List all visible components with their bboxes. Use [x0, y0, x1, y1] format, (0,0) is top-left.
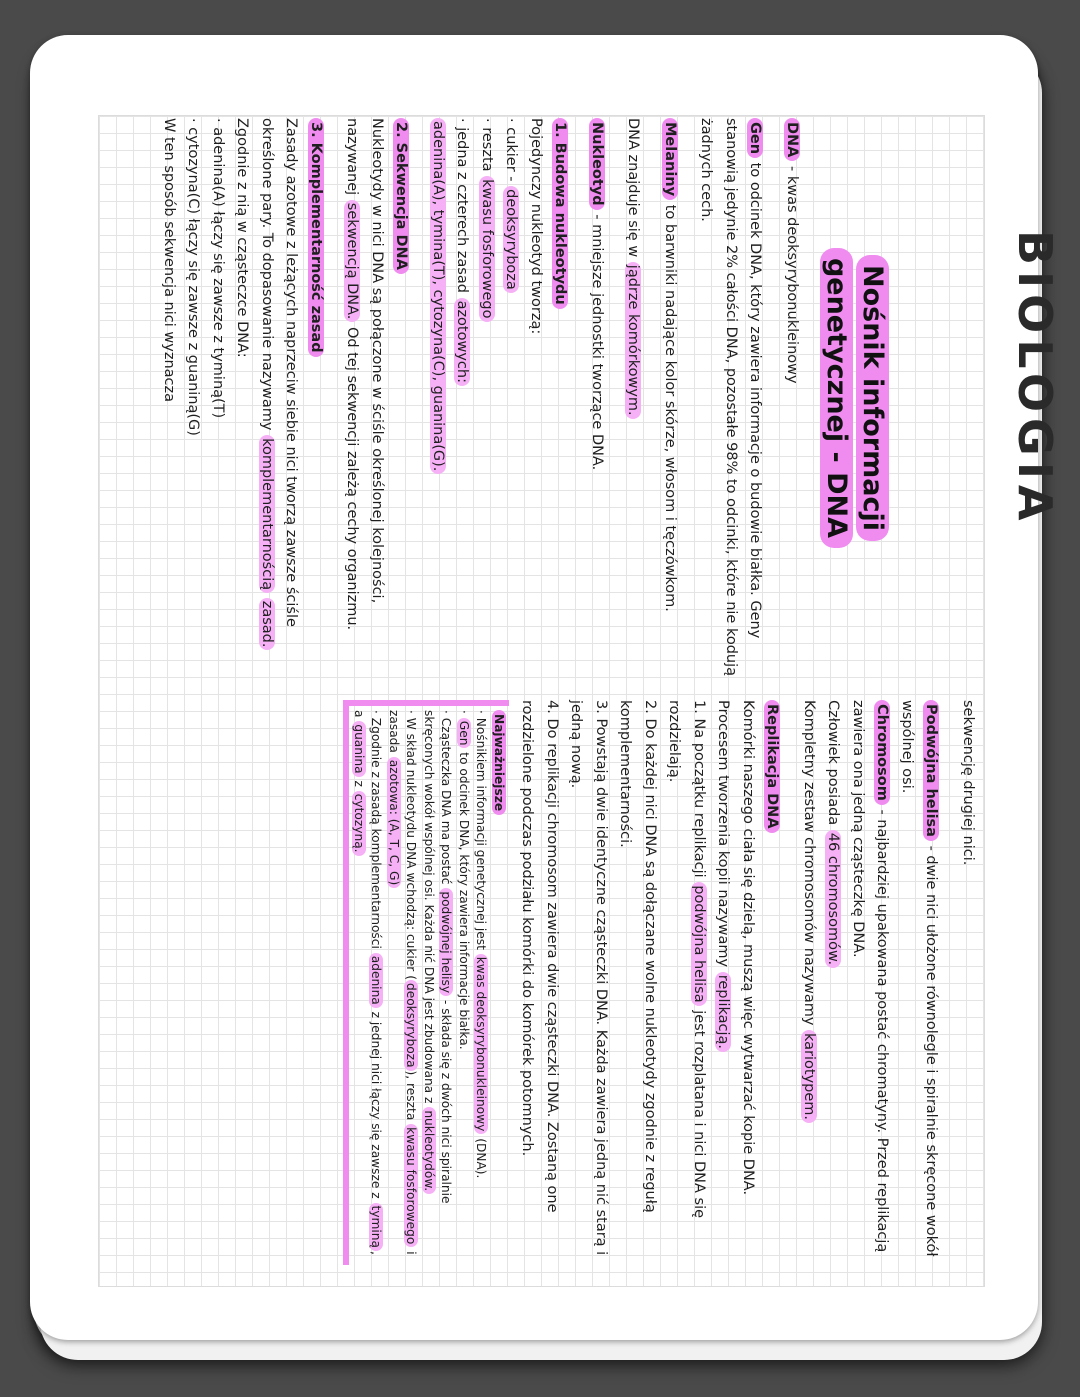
header-word: BIOLOGIA	[1008, 230, 1062, 527]
title-block	[818, 118, 890, 678]
section-1-bases: adenina(A), tymina(T), cytozyna(C), guanina(G).	[426, 118, 451, 678]
section-2-text: Nukleotydy w nici DNA są połączone w ściśle określonej kolejności, nazywanej sekwencją DNA. Od tej sekwencji zależą cechy organizmu.	[344, 118, 385, 631]
dna-location: DNA znajduje się w jądrze komórkowym.	[621, 118, 646, 678]
summary-title: Najważniejsze	[490, 710, 508, 1259]
summary-box	[344, 700, 510, 1265]
summary-item-4: · W skład nukleotydu DNA wchodzą: cukier (deoksyryboza), reszta kwasu fosforowego i zasada azotowa: (A, T, C, G)	[387, 710, 419, 1255]
column-2	[344, 700, 981, 1265]
summary-item-5: · Zgodnie z zasadą komplementarności adenina z jednej nici łączy się zawsze z tyminą, a guanina z cytozyną.	[352, 710, 384, 1255]
nukleotyd-definition: Nukleotyd - mniejsze jednostki tworzące DNA.	[585, 118, 610, 678]
section-1-bullet-2: · reszta kwasu fosforowego	[475, 118, 500, 678]
section-1-bullet-3: · jedna z czterech zasad azotowych:	[450, 118, 475, 678]
chromosom-definition: Chromosom - najbardziej upakowana postać chromatyny. Przed replikacją zawiera ona jedną cząsteczkę DNA.	[850, 700, 891, 1253]
replication-step-4: 4. Do replikacji chromosom zawiera dwie cząsteczki DNA. Zostaną one rozdzielone podczas podziału komórki do komórek potomnych.	[519, 700, 560, 1213]
section-3-bullet-2: · cytozyna(C) łączy się zawsze z guaniną(G)	[185, 118, 202, 436]
gen-definition: Gen to odcinek DNA, który zawiera informacje o budowie białka. Geny stanowią jedynie 2% całości DNA, pozostałe 98% to odcinki, które nie kodują żadnych cech.	[698, 118, 764, 677]
replication-title: Replikacja DNA	[760, 700, 785, 1265]
helisa-definition: Podwójna helisa - dwie nici ułożone równolegle i spiralnie skręcone wokół wspólnej osi.	[899, 700, 940, 1257]
section-3-text: Zasady azotowe z leżących naprzeciw siebie nici tworzą zawsze ściśle określone pary. To dopasowanie nazywamy komplementarnością zasad. Zgodnie z nią w cząsteczce DNA:	[230, 118, 304, 678]
replication-text: Komórki naszego ciała się dzielą, muszą więc wytwarzać kopie DNA. Procesem tworzenia kopii nazywamy replikacją.	[715, 700, 756, 1196]
page-title	[818, 248, 890, 548]
kariotyp-definition: Kompletny zestaw chromosomów nazywamy kariotypem.	[797, 700, 822, 1265]
title-line-2: genetycznej - DNA	[820, 248, 853, 548]
chromosom-count: Człowiek posiada 46 chromosomów.	[821, 700, 846, 1265]
replication-step-1: 1. Na początku replikacji podwójna helisa jest rozplatana i nici DNA się rozdzielają.	[666, 700, 707, 1219]
section-1-title: 1. Budowa nukleotydu	[548, 118, 573, 678]
melaniny-definition: Melaniny to barwniki nadające kolor skórze, włosom i tęczówkom.	[658, 118, 683, 678]
col2-continuation: sekwencję drugiej nici.	[960, 700, 976, 866]
section-2-title: 2. Sekwencja DNA	[389, 118, 414, 678]
summary-item-3: · Cząsteczka DNA ma postać podwójnej helisy - składa się z dwóch nici spiralnie skręconych wokół wspólnej osi. Każda nić DNA jest zbudowana z nukleotydów.	[422, 710, 454, 1204]
section-1-bullet-1: · cukier - deoksyryboza	[499, 118, 524, 678]
dna-definition: DNA - kwas deoksyrybonukleinowy	[780, 118, 805, 678]
section-3-title: 3. Komplementarność zasad	[304, 118, 329, 678]
title-line-1: Nośnik informacji	[856, 255, 889, 541]
section-1-intro: Pojedynczy nukleotyd tworzą:	[528, 118, 544, 335]
replication-step-2: 2. Do każdej nici DNA są dołączane wolne nukleotydy zgodnie z regułą komplementarności.	[617, 700, 658, 1213]
replication-step-3: 3. Powstają dwie identyczne cząsteczki DNA. Każda zawiera jedną nić starą i jedną nową.	[568, 700, 609, 1256]
summary-item-2: · Gen to odcinek DNA, który zawiera informacje białka.	[457, 710, 471, 1050]
column-1	[157, 118, 981, 678]
section-3-bullet-1: · adenina(A) łączy się zawsze z tyminą(T)	[210, 118, 226, 419]
section-3-bullet-3: W ten sposób sekwencja nici wyznacza	[161, 118, 177, 402]
summary-item-1: · Nośnikiem informacji genetycznej jest kwas deoksyrybonukleinowy (DNA).	[474, 710, 489, 1179]
